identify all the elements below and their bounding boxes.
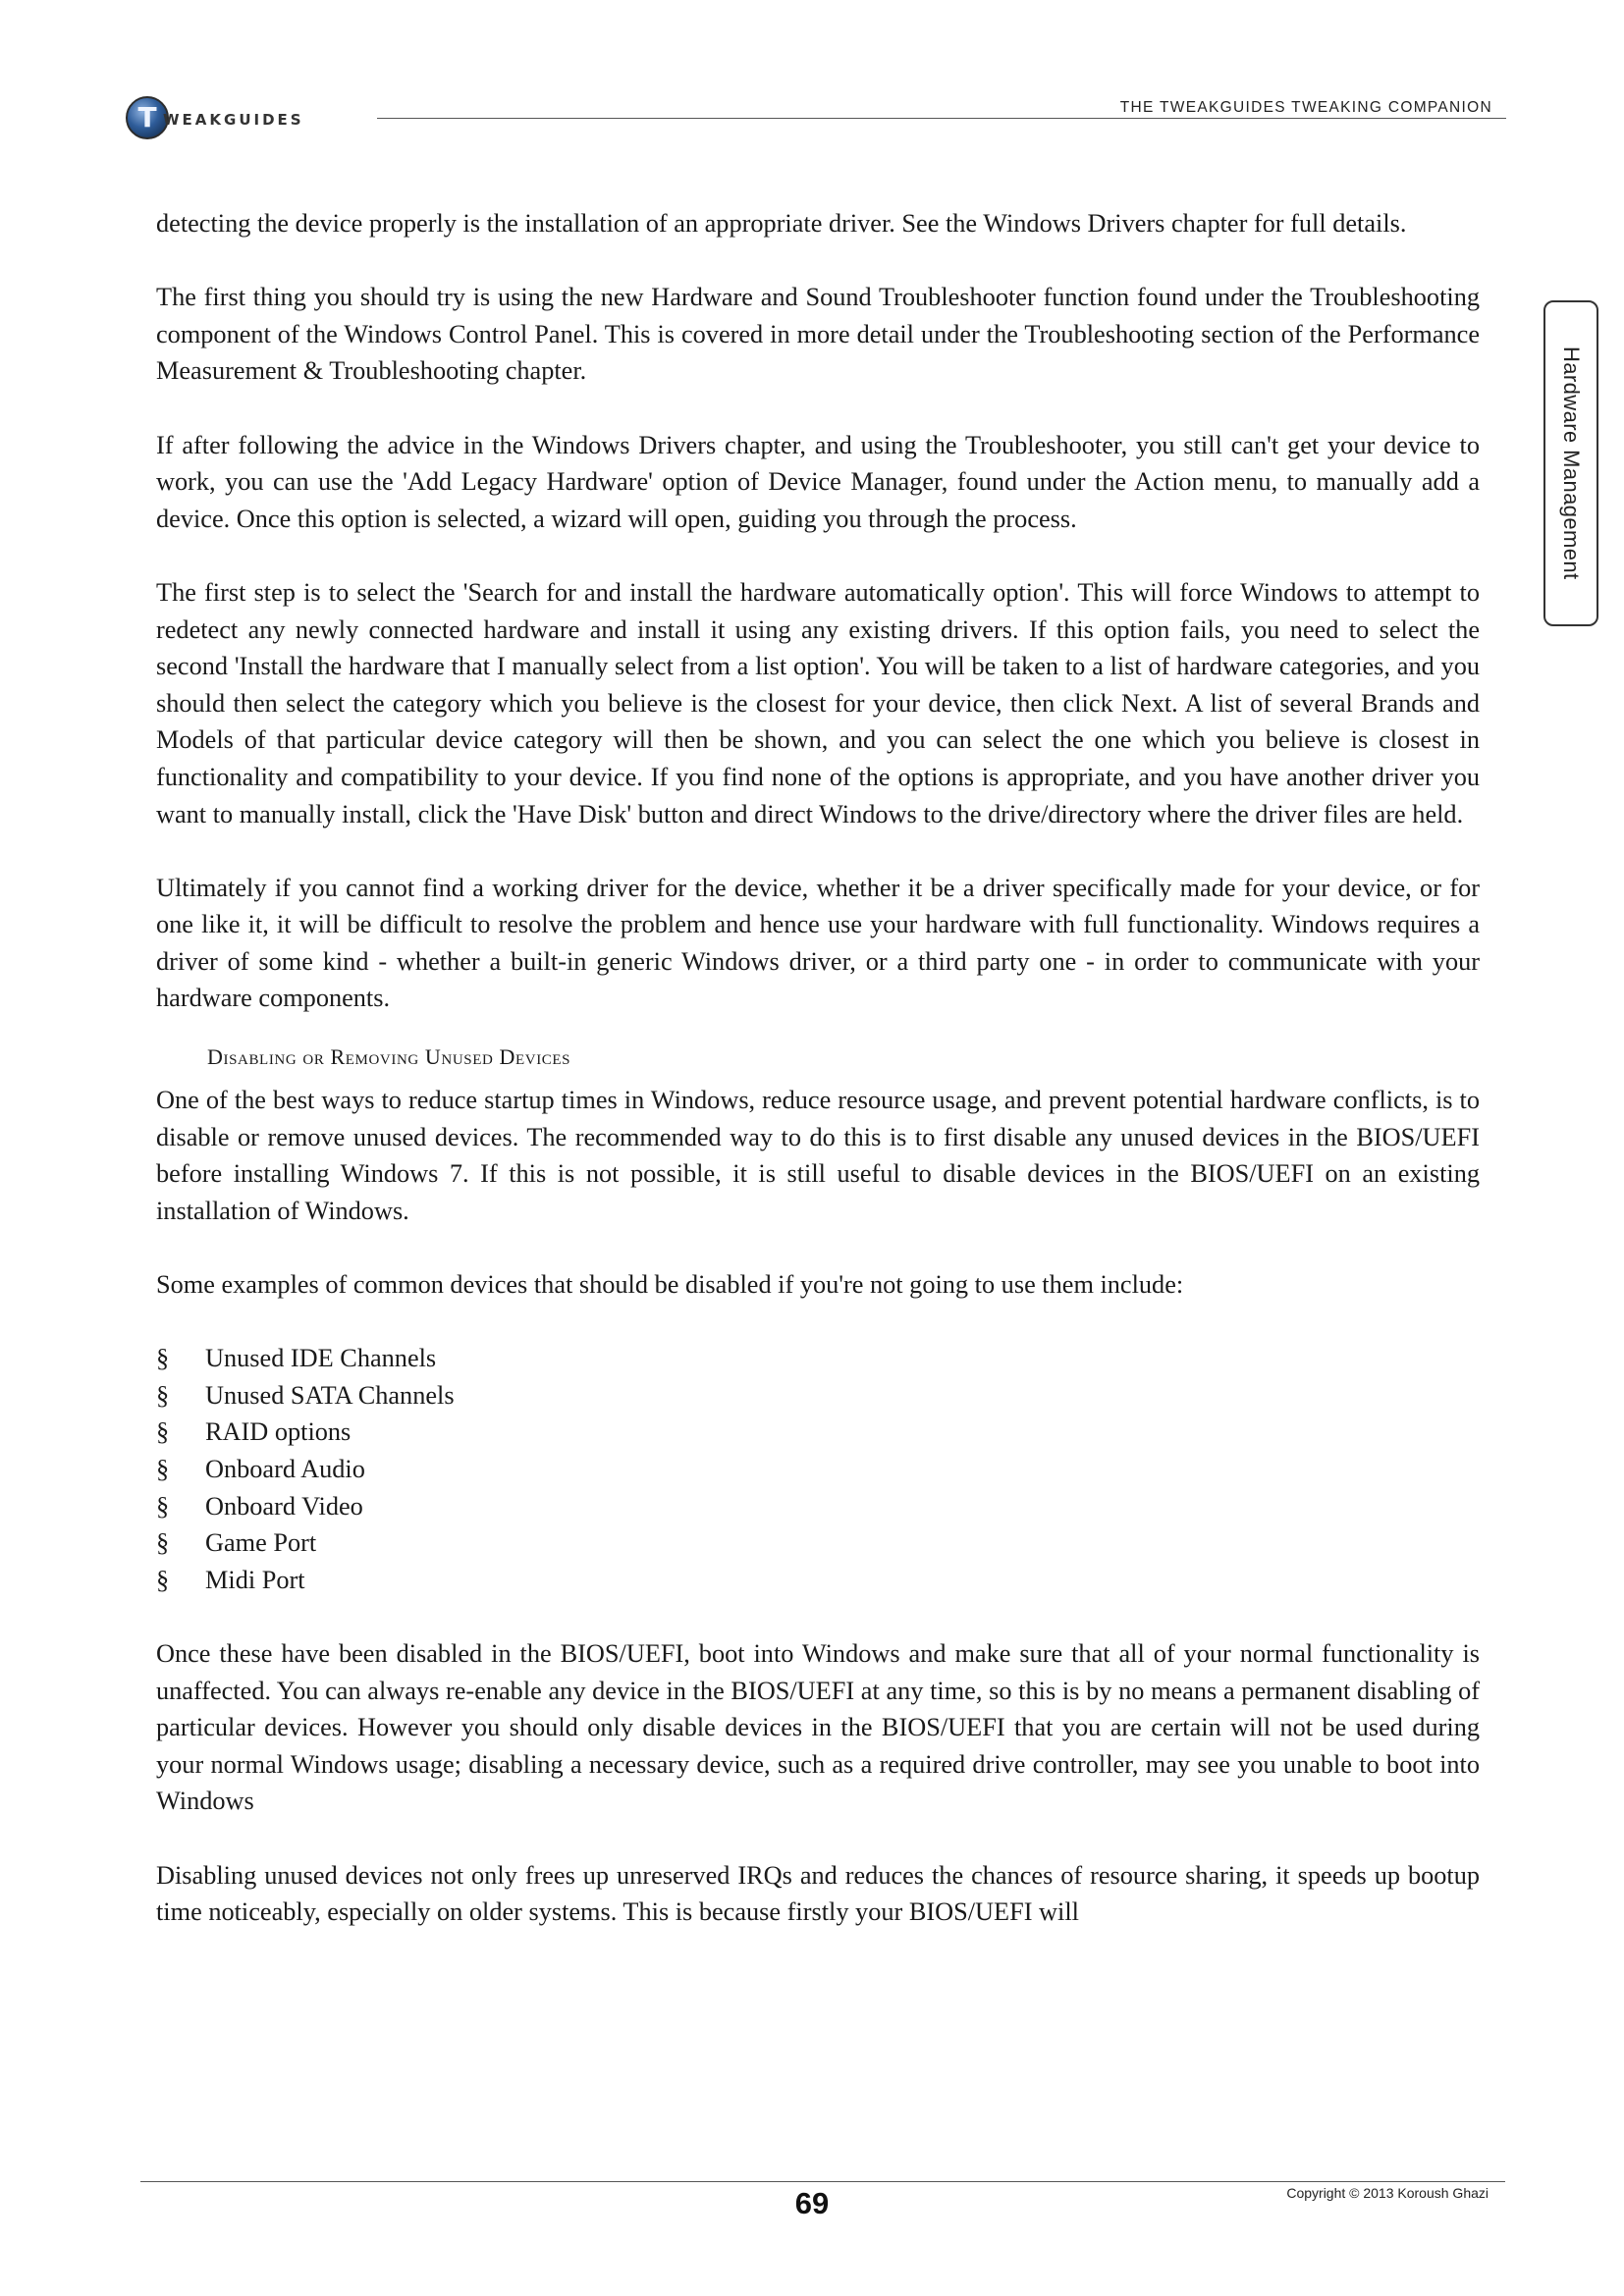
- list-item-text: Onboard Video: [205, 1491, 363, 1521]
- header-divider: [377, 118, 1506, 119]
- paragraph: If after following the advice in the Windows Drivers chapter, and using the Troubleshooter, you still can't get your device to work, you can use the 'Add Legacy Hardware' option of Device Manager, found under the Action menu, to manually add a device. Once this option is selected, a wizard will open, guiding you through the process.: [156, 430, 1480, 533]
- paragraph: Once these have been disabled in the BIOS/UEFI, boot into Windows and make sure that all of your normal functionality is unaffected. You can always re-enable any device in the BIOS/UEFI at any time, so this is by no means a permanent disabling of particular devices. However you should only disable devices in the BIOS/UEFI that you are certain will not be used during your normal Windows usage; disabling a necessary device, such as a required drive controller, may see you unable to boot into Windows: [156, 1638, 1480, 1816]
- page-number: 69: [794, 2186, 830, 2220]
- list-item: [156, 1524, 1480, 1562]
- paragraph: The first thing you should try is using the new Hardware and Sound Troubleshooter function found under the Troubleshooting component of the Windows Control Panel. This is covered in more detail under the Troubleshooting section of the Performance Measurement & Troubleshooting chapter.: [156, 283, 1480, 386]
- section-sign-icon: §: [156, 1528, 170, 1558]
- copyright-notice: Copyright © 2013 Koroush Ghazi: [1286, 2185, 1489, 2201]
- list-item-text: Game Port: [205, 1528, 317, 1558]
- chapter-side-tab-label: Hardware Management: [1559, 347, 1584, 580]
- section-sign-icon: §: [156, 1491, 170, 1521]
- section-sign-icon: §: [156, 1417, 170, 1447]
- paragraph: Disabling unused devices not only frees up unreserved IRQs and reduces the chances of resource sharing, it speeds up bootup time noticeably, especially on older systems. This is because firstly your BIOS/UEFI will: [156, 1860, 1480, 1927]
- section-sign-icon: §: [156, 1565, 170, 1594]
- paragraph: The first step is to select the 'Search for and install the hardware automatically option'. This will force Windows to attempt to redetect any newly connected hardware and install it using any existing drivers. If this option fails, you need to select the second 'Install the hardware that I manually select from a list option'. You will be taken to a list of hardware categories, and you should then select the category which you believe is the closest for your device, then click Next. A list of several Brands and Models of that particular device category will then be shown, and you can select the one which you believe is closest in functionality and compatibility to your device. If you find none of the options is appropriate, and you have another driver you want to manually install, click the 'Have Disk' button and direct Windows to the drive/directory where the driver files are held.: [156, 577, 1480, 828]
- section-sign-icon: §: [156, 1344, 170, 1373]
- footer-divider: [140, 2181, 1505, 2182]
- list-item-text: Unused SATA Channels: [205, 1380, 455, 1410]
- list-item-text: Unused IDE Channels: [205, 1344, 437, 1373]
- logo-text: WEAKGUIDES: [163, 111, 304, 129]
- page-content: [156, 205, 1480, 1967]
- chapter-side-tab: [1543, 300, 1598, 626]
- section-heading: Disabling or Removing Unused Devices: [207, 1044, 571, 1070]
- list-item: [156, 1562, 1480, 1599]
- page-header: [0, 0, 1624, 137]
- device-list: [156, 1340, 1480, 1598]
- section-sign-icon: §: [156, 1455, 170, 1483]
- list-item-text: Onboard Audio: [205, 1455, 365, 1483]
- paragraph: One of the best ways to reduce startup times in Windows, reduce resource usage, and prevent potential hardware conflicts, is to disable or remove unused devices. The recommended way to do this is to first disable any unused devices in the BIOS/UEFI before installing Windows 7. If this is not possible, it is still useful to disable devices in the BIOS/UEFI on an existing installation of Windows.: [156, 1086, 1480, 1225]
- paragraph: Ultimately if you cannot find a working driver for the device, whether it be a driver specifically made for your device, or for one like it, it will be difficult to resolve the problem and hence use your hardware with full functionality. Windows requires a driver of some kind - whether a built-in generic Windows driver, or a third party one - in order to communicate with your hardware components.: [156, 873, 1480, 1013]
- tweakguides-logo: [126, 96, 371, 143]
- section-sign-icon: §: [156, 1380, 170, 1410]
- list-item: [156, 1488, 1480, 1525]
- list-item: [156, 1377, 1480, 1415]
- header-title: THE TWEAKGUIDES TWEAKING COMPANION: [1119, 99, 1492, 116]
- logo-letter: T: [137, 101, 157, 133]
- paragraph: detecting the device properly is the installation of an appropriate driver. See the Windows Drivers chapter for full details.: [156, 209, 1407, 238]
- list-item: [156, 1451, 1480, 1488]
- list-item: [156, 1414, 1480, 1451]
- list-item-text: RAID options: [205, 1417, 352, 1447]
- paragraph: Some examples of common devices that should be disabled if you're not going to use them include:: [156, 1270, 1184, 1300]
- list-item-text: Midi Port: [205, 1565, 305, 1594]
- list-item: [156, 1340, 1480, 1377]
